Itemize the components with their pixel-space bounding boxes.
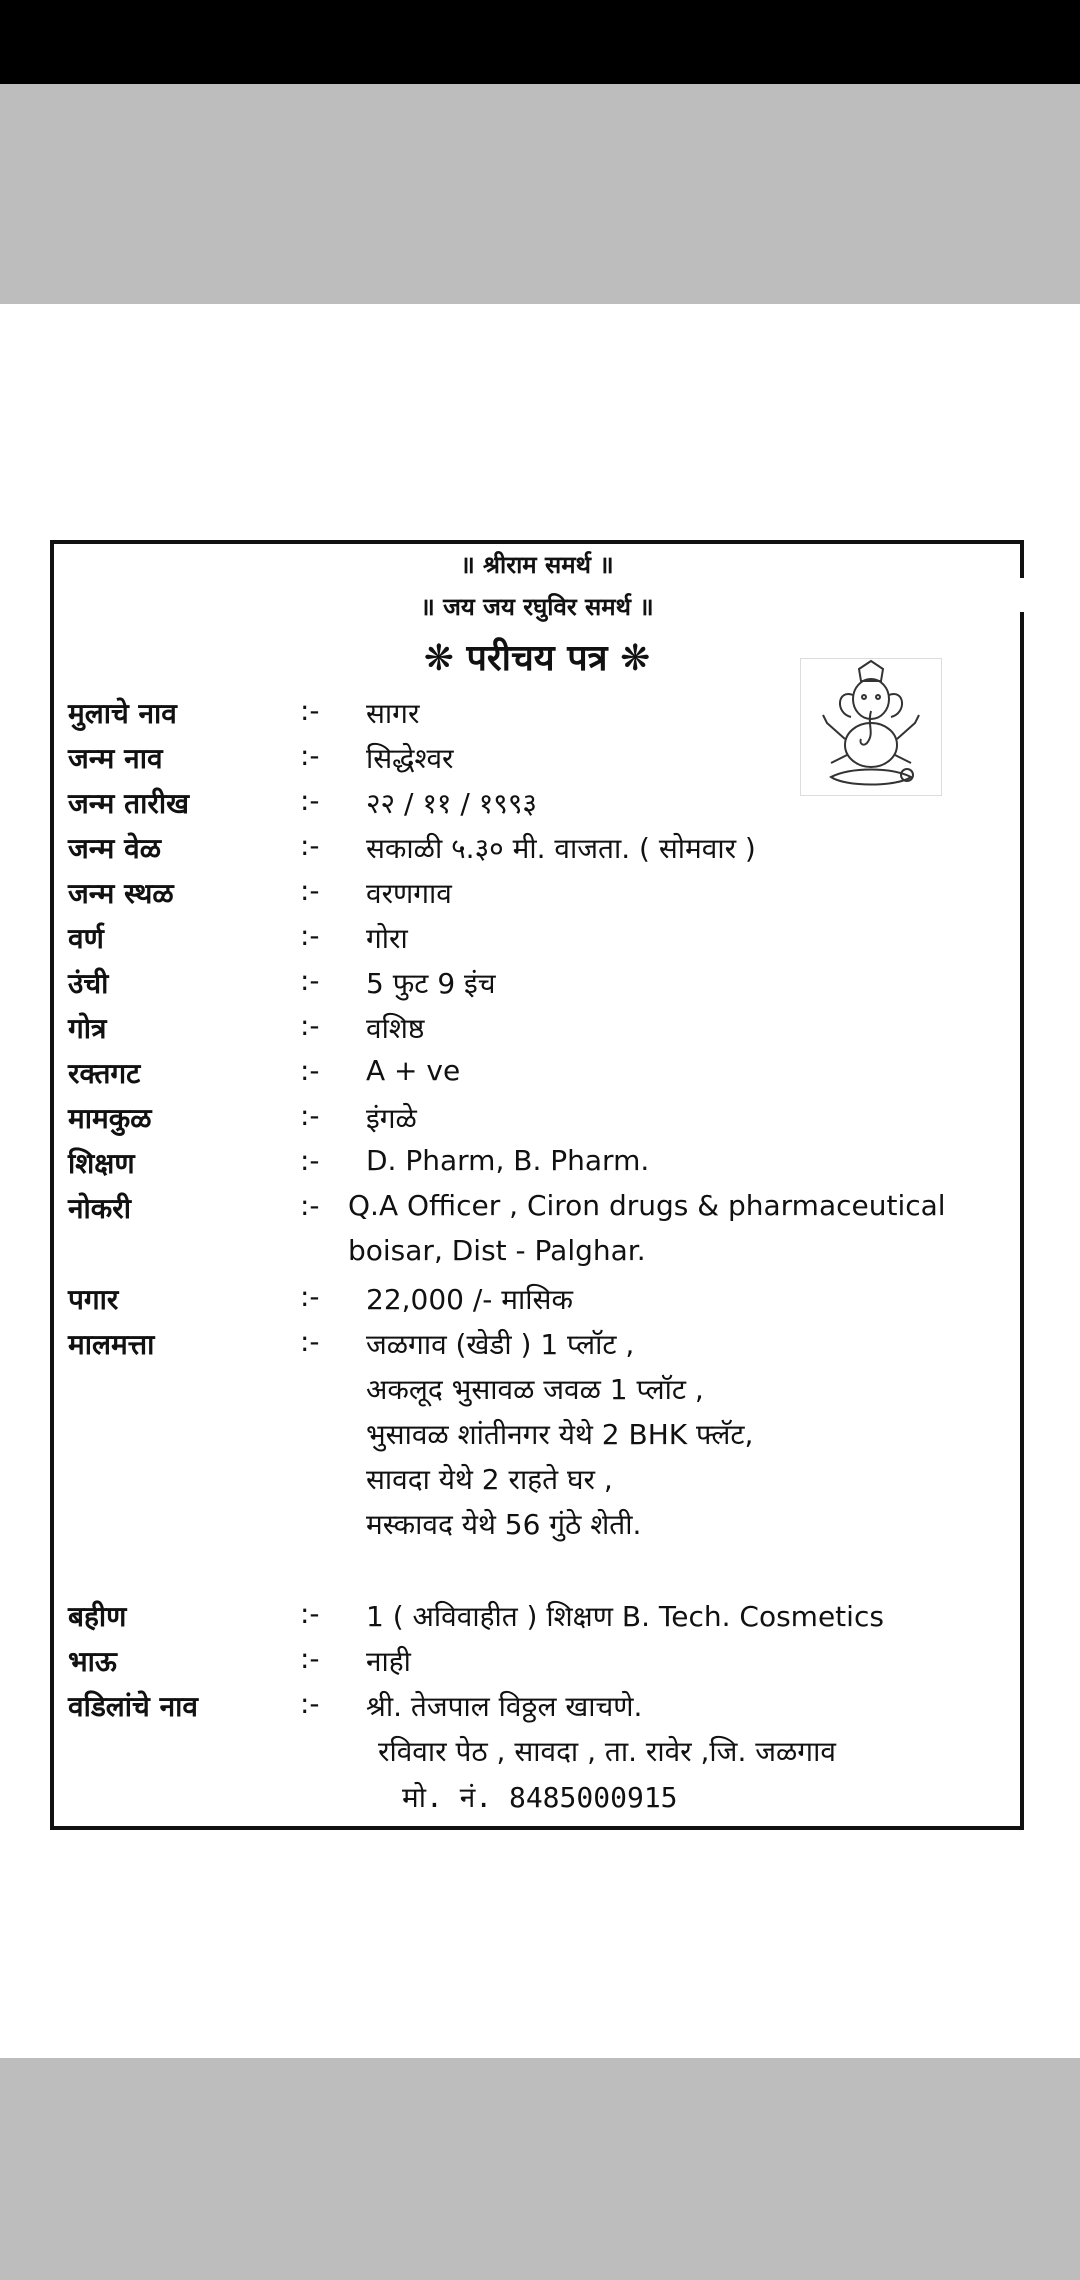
- field-value: 22,000 /- मासिक: [366, 1283, 573, 1316]
- field-label: जन्म तारीख: [68, 787, 189, 820]
- field-value: वशिष्ठ: [366, 1012, 425, 1045]
- field-label: मुलाचे नाव: [68, 697, 177, 730]
- field-row-sister: [54, 1597, 1020, 1641]
- field-label: नोकरी: [68, 1192, 132, 1225]
- header-line-2: ॥ जय जय रघुविर समर्थ ॥: [420, 593, 654, 621]
- field-row-father: [54, 1687, 1020, 1731]
- field-separator: :-: [300, 1687, 320, 1720]
- field-separator: :-: [300, 1054, 320, 1087]
- field-value: 5 फुट 9 इंच: [366, 967, 496, 1000]
- property-line: जळगाव (खेडी ) 1 प्लॉट ,: [366, 1328, 635, 1361]
- field-value: इंगळे: [366, 1102, 417, 1135]
- field-separator: :-: [300, 1009, 320, 1042]
- field-separator: :-: [300, 1099, 320, 1132]
- field-separator: :-: [300, 739, 320, 772]
- field-label: जन्म वेळ: [68, 832, 162, 865]
- field-label: पगार: [68, 1283, 119, 1316]
- field-separator: :-: [300, 694, 320, 727]
- field-separator: :-: [300, 919, 320, 952]
- field-separator: :-: [300, 1325, 320, 1358]
- field-value: सकाळी ५.३० मी. वाजता. ( सोमवार ): [366, 832, 756, 865]
- father-phone: मो. नं. 8485000915: [402, 1781, 678, 1814]
- property-line: भुसावळ शांतीनगर येथे 2 BHK फ्लॅट,: [366, 1418, 754, 1451]
- field-label: मामकुळ: [68, 1102, 152, 1135]
- header-line-1: ॥ श्रीराम समर्थ ॥: [460, 551, 614, 579]
- field-row-blood-group: [54, 1054, 1020, 1098]
- field-separator: :-: [300, 1597, 320, 1630]
- introduction-card: [50, 540, 1024, 1830]
- field-separator: :-: [300, 1144, 320, 1177]
- job-line-1: Q.A Officer , Ciron drugs & pharmaceutical: [348, 1189, 946, 1222]
- field-value: २२ / ११ / १९९३: [366, 787, 537, 820]
- field-separator: :-: [300, 1189, 320, 1222]
- property-line: सावदा येथे 2 राहते घर ,: [366, 1463, 613, 1496]
- field-value: A + ve: [366, 1054, 461, 1087]
- field-label: उंची: [68, 967, 109, 1000]
- field-separator: :-: [300, 829, 320, 862]
- field-label: मालमत्ता: [68, 1328, 155, 1361]
- status-bar: [0, 0, 1080, 84]
- field-row-brother: [54, 1642, 1020, 1686]
- field-label: भाऊ: [68, 1645, 117, 1678]
- father-name: श्री. तेजपाल विठ्ठल खाचणे.: [366, 1690, 643, 1723]
- field-label: शिक्षण: [68, 1147, 135, 1180]
- bottom-margin: [0, 2058, 1080, 2280]
- field-row-birth-time: [54, 829, 1020, 873]
- top-margin: [0, 84, 1080, 304]
- field-row-salary: [54, 1280, 1020, 1324]
- field-separator: :-: [300, 784, 320, 817]
- field-label: रक्तगट: [68, 1057, 141, 1090]
- field-row-birth-place: [54, 874, 1020, 918]
- field-row-gotra: [54, 1009, 1020, 1053]
- field-separator: :-: [300, 1642, 320, 1675]
- field-row-birth-date: [54, 784, 1020, 828]
- field-row-property: [54, 1325, 1020, 1369]
- field-value: सिद्धेश्वर: [366, 742, 454, 775]
- field-row-height: [54, 964, 1020, 1008]
- field-row-groom-name: [54, 694, 1020, 738]
- field-value: वरणगाव: [366, 877, 452, 910]
- field-label: गोत्र: [68, 1012, 107, 1045]
- card-title: ❋ परीचय पत्र ❋: [423, 638, 651, 679]
- field-value: नाही: [366, 1645, 411, 1678]
- field-label: वर्ण: [68, 922, 104, 955]
- field-row-complexion: [54, 919, 1020, 963]
- field-value: सागर: [366, 697, 420, 730]
- field-row-birth-name: [54, 739, 1020, 783]
- document-page: [0, 304, 1080, 2058]
- field-value: 1 ( अविवाहीत ) शिक्षण B. Tech. Cosmetics: [366, 1600, 884, 1633]
- field-label: जन्म स्थळ: [68, 877, 174, 910]
- field-label: बहीण: [68, 1600, 127, 1633]
- field-label: वडिलांचे नाव: [68, 1690, 198, 1723]
- field-row-job: [54, 1189, 1020, 1233]
- field-separator: :-: [300, 1280, 320, 1313]
- field-value: D. Pharm, B. Pharm.: [366, 1144, 650, 1177]
- job-line-2: boisar, Dist - Palghar.: [348, 1234, 646, 1267]
- field-value: गोरा: [366, 922, 408, 955]
- property-line: अकलूद भुसावळ जवळ 1 प्लॉट ,: [366, 1373, 704, 1406]
- property-line: मस्कावद येथे 56 गुंठे शेती.: [366, 1508, 642, 1541]
- father-address: रविवार पेठ , सावदा , ता. रावेर ,जि. जळगाव: [378, 1735, 836, 1768]
- field-separator: :-: [300, 874, 320, 907]
- field-row-maternal-family: [54, 1099, 1020, 1143]
- field-label: जन्म नाव: [68, 742, 163, 775]
- field-row-education: [54, 1144, 1020, 1188]
- field-separator: :-: [300, 964, 320, 997]
